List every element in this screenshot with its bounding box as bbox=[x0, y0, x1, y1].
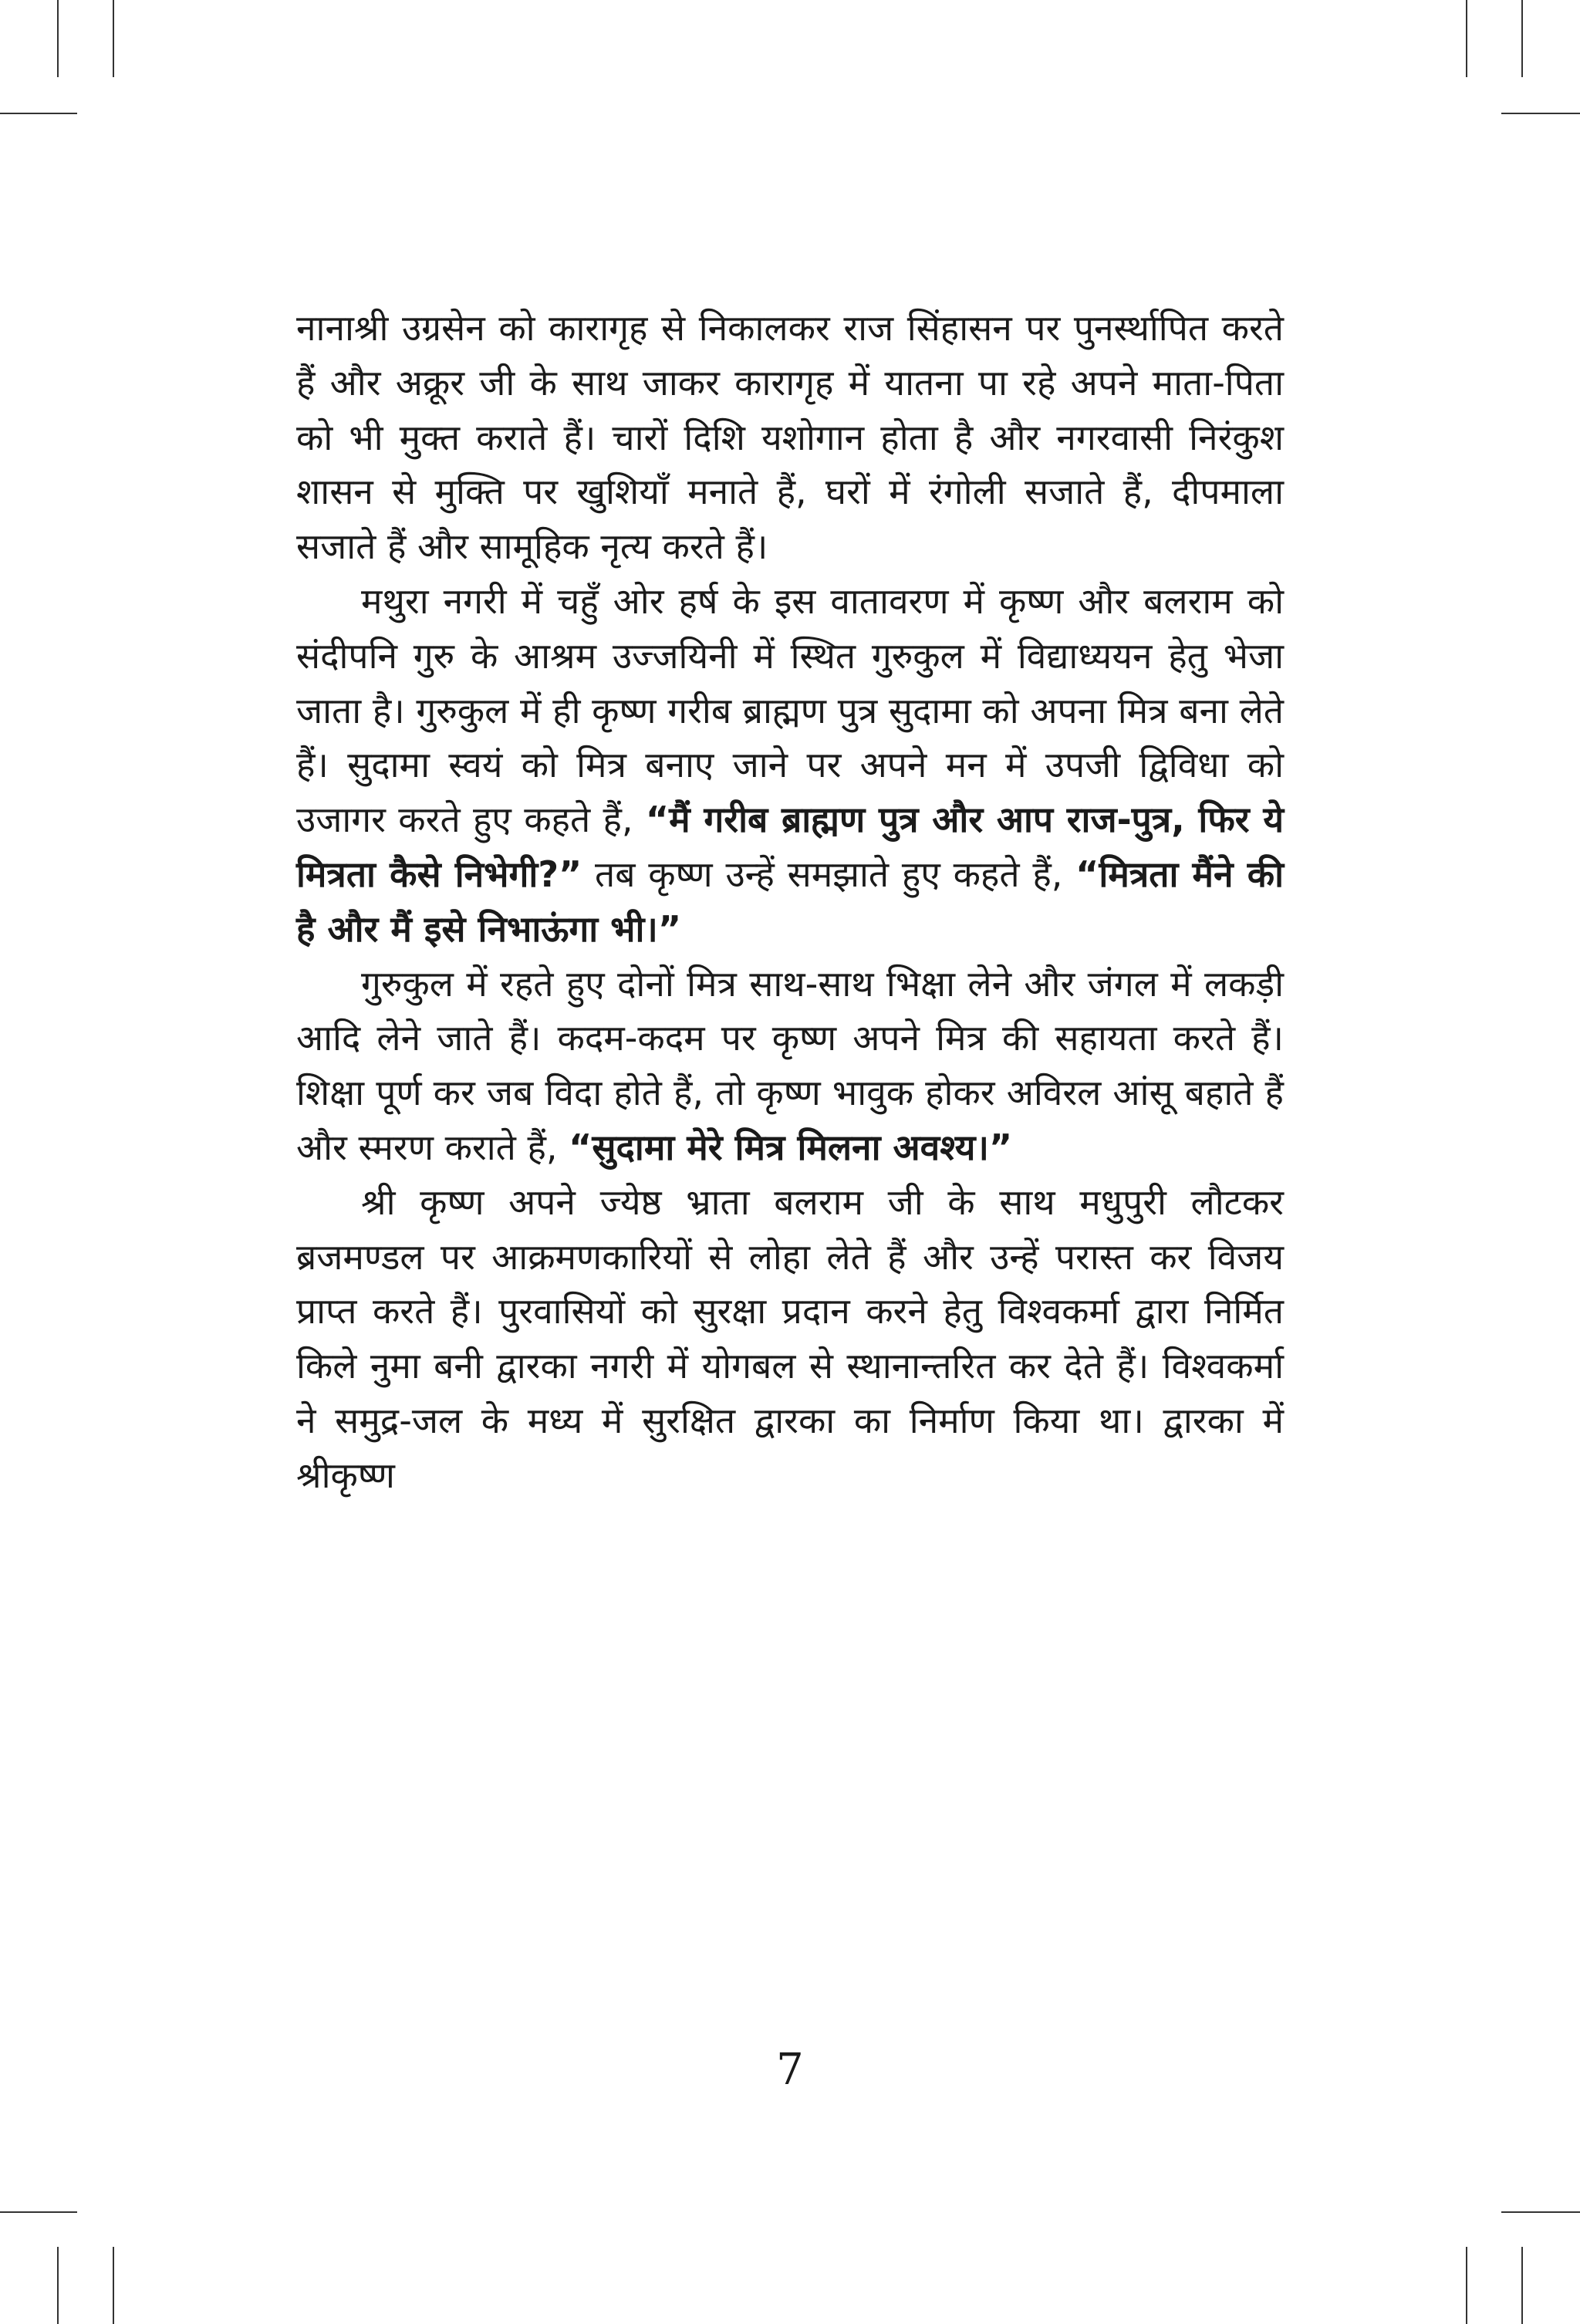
body-text bbox=[296, 301, 1284, 1503]
text-segment: तब कृष्ण उन्हें समझाते हुए कहते हैं, bbox=[582, 853, 1076, 895]
crop-mark bbox=[1501, 113, 1580, 114]
crop-mark bbox=[1521, 0, 1523, 77]
crop-mark bbox=[113, 0, 114, 77]
paragraph bbox=[296, 957, 1284, 1175]
crop-mark bbox=[1501, 2211, 1580, 2213]
crop-mark bbox=[57, 0, 59, 77]
crop-mark bbox=[113, 2247, 114, 2324]
crop-mark bbox=[1466, 0, 1467, 77]
crop-mark bbox=[57, 2247, 59, 2324]
paragraph bbox=[296, 301, 1284, 574]
paragraph bbox=[296, 574, 1284, 957]
text-segment: नानाश्री उग्रसेन को कारागृह से निकालकर राज सिंहासन पर पुनर्स्थापित करते हैं और अक्रूर जी के साथ जाकर कारागृह में यातना पा रहे अपने माता-पिता को भी मुक्त कराते हैं। चारों दिशि यशोगान होता है और नगरवासी निरंकुश शासन से मुक्ति पर खुशियाँ मनाते हैं, घरों में रंगोली सजाते हैं, दीपमाला सजाते हैं और सामूहिक नृत्य करते हैं। bbox=[296, 307, 1284, 568]
crop-mark bbox=[0, 113, 77, 114]
text-segment: श्री कृष्ण अपने ज्येष्ठ भ्राता बलराम जी के साथ मधुपुरी लौटकर ब्रजमण्डल पर आक्रमणकारियों से लोहा लेते हैं और उन्हें परास्त कर विजय प्राप्त करते हैं। पुरवासियों को सुरक्षा प्रदान करने हेतु विश्वकर्मा द्वारा निर्मित किले नुमा बनी द्वारका नगरी में योगबल से स्थानान्तरित कर देते हैं। विश्वकर्मा ने समुद्र-जल के मध्य में सुरक्षित द्वारका का निर्माण किया था। द्वारका में श्रीकृष्ण bbox=[296, 1181, 1284, 1496]
text-segment: गुरुकुल में रहते हुए दोनों मित्र साथ-साथ भिक्षा लेने और जंगल में लकड़ी आदि लेने जाते हैं। कदम-कदम पर कृष्ण अपने मित्र की सहायता करते हैं। शिक्षा पूर्ण कर जब विदा होते हैं, तो कृष्ण भावुक होकर अविरल आंसू बहाते हैं और स्मरण कराते हैं, bbox=[296, 962, 1284, 1168]
paragraph bbox=[296, 1175, 1284, 1503]
crop-mark bbox=[0, 2211, 77, 2213]
crop-mark bbox=[1521, 2247, 1523, 2324]
page-number: 7 bbox=[776, 2045, 804, 2095]
crop-mark bbox=[1466, 2247, 1467, 2324]
quote-bold: “मित्रता मैंने की है और मैं इसे निभाऊंगा भी।” bbox=[296, 853, 1284, 950]
quote-bold: “मैं गरीब ब्राह्मण पुत्र और आप राज-पुत्र, फिर ये मित्रता कैसे निभेगी?” bbox=[296, 799, 1285, 895]
text-segment: मथुरा नगरी में चहुँ ओर हर्ष के इस वातावरण में कृष्ण और बलराम को संदीपनि गुरु के आश्रम उज्जयिनी में स्थित गुरुकुल में विद्याध्ययन हेतु भेजा जाता है। गुरुकुल में ही कृष्ण गरीब ब्राह्मण पुत्र सुदामा को अपना मित्र बना लेते हैं। सुदामा स्वयं को मित्र बनाए जाने पर अपने मन में उपजी द्विविधा को उजागर करते हुए कहते हैं, bbox=[296, 579, 1284, 841]
quote-bold: “सुदामा मेरे मित्र मिलना अवश्य।” bbox=[569, 1126, 1013, 1168]
